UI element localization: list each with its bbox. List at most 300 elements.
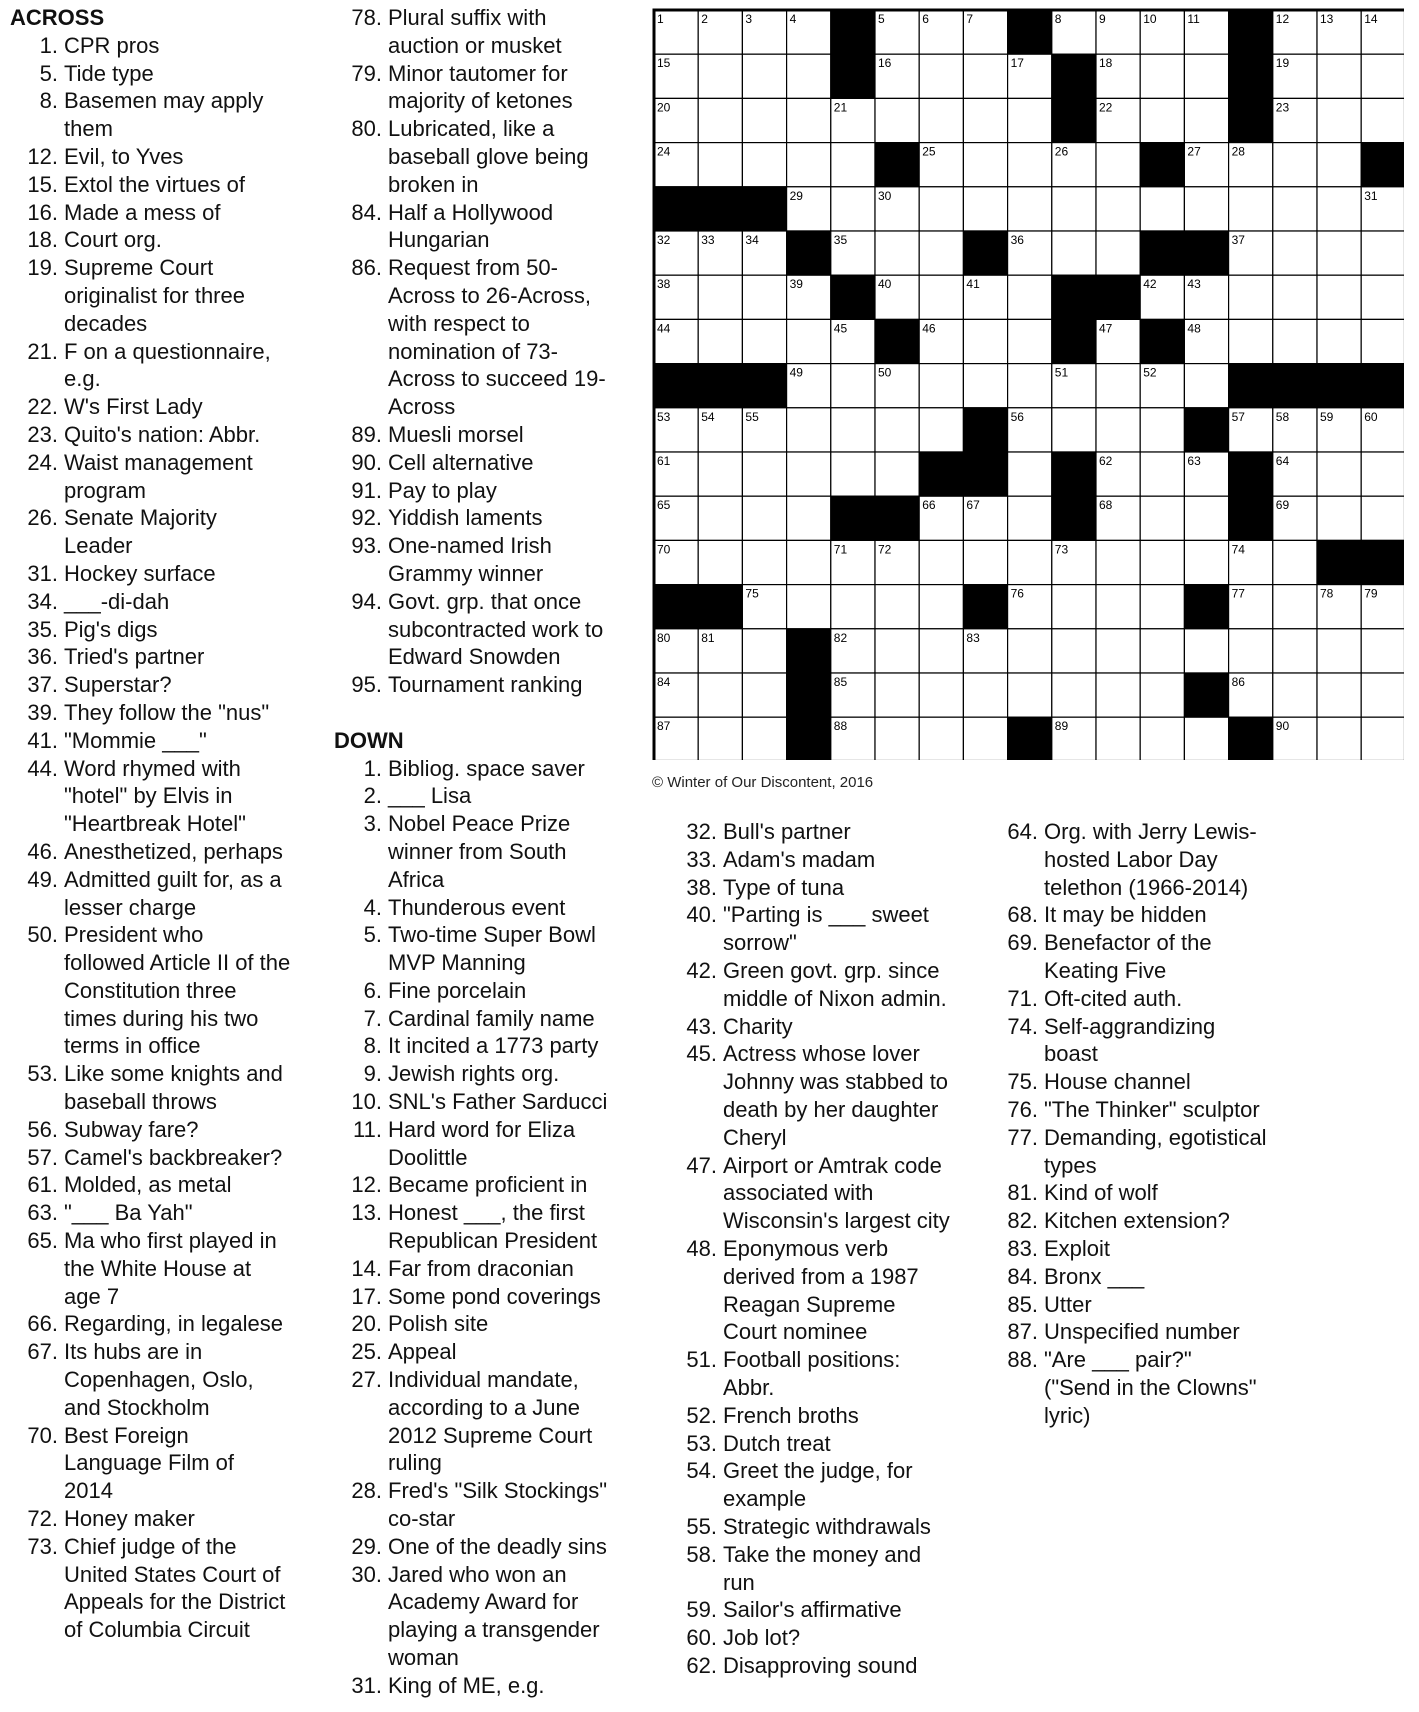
clue-number	[6, 1032, 64, 1060]
clue-text: Two-time Super Bowl	[388, 922, 596, 948]
clue-text: Molded, as metal	[64, 1172, 232, 1198]
grid-block-cell	[1008, 10, 1052, 54]
clue-text: subcontracted work to	[388, 616, 604, 642]
clue-number: 31.	[27, 560, 58, 586]
clue-text: F on a questionnaire,	[64, 338, 271, 364]
grid-cell	[963, 717, 1007, 760]
clue-line	[330, 810, 630, 838]
clue-line	[665, 1374, 985, 1402]
grid-cell	[1096, 629, 1140, 673]
clue-number: 89.	[351, 421, 382, 447]
clue-number: 94.	[351, 588, 382, 614]
clue-number: 85.	[1007, 1291, 1038, 1317]
clue-line	[986, 901, 1286, 929]
clue-number: 19.	[27, 255, 58, 281]
clue-line	[986, 1096, 1286, 1124]
clue-line	[330, 282, 630, 310]
clue-line	[665, 957, 985, 985]
clue-text: Bull's partner	[723, 819, 851, 844]
clue-line	[330, 1171, 630, 1199]
grid-cell	[742, 452, 786, 496]
clue-number: 78.	[351, 5, 382, 30]
clue-line	[6, 1227, 306, 1255]
clue-number: 24.	[27, 449, 58, 475]
clue-number: 40.	[686, 902, 717, 928]
clue-text: One of the deadly sins	[388, 1533, 607, 1559]
grid-cell	[875, 717, 919, 760]
clue-text: President who	[64, 922, 204, 948]
grid-cell	[1096, 540, 1140, 584]
clue-line	[330, 338, 630, 366]
clue-number: 84.	[351, 199, 382, 225]
clue-line	[6, 894, 306, 922]
grid-cell-number: 60	[1364, 409, 1378, 424]
grid-cell-number: 23	[1275, 100, 1290, 115]
clue-line	[986, 929, 1286, 957]
clue-text: age 7	[64, 1283, 120, 1309]
clue-number	[6, 1449, 64, 1477]
clue-line	[330, 782, 630, 810]
clue-line	[330, 1644, 630, 1672]
grid-cell-number: 62	[1099, 454, 1113, 468]
grid-cell	[1096, 673, 1140, 717]
clue-number: 37.	[27, 672, 58, 698]
grid-cell	[963, 143, 1007, 187]
clue-line	[330, 1477, 630, 1505]
clue-line	[6, 365, 306, 393]
grid-cell	[1008, 496, 1052, 540]
clue-number	[6, 1616, 64, 1644]
grid-cell-number: 86	[1231, 675, 1245, 689]
clue-text: Greet the judge, for	[723, 1458, 913, 1484]
clue-text: Org. with Jerry Lewis-	[1044, 819, 1257, 844]
across-heading: ACROSS	[10, 5, 105, 30]
clue-text: SNL's Father Sarducci	[388, 1089, 608, 1115]
grid-cell-number: 77	[1231, 586, 1245, 601]
clue-text: Airport or Amtrak code	[723, 1152, 942, 1178]
clue-number: 2.	[363, 783, 382, 809]
grid-cell	[1140, 496, 1184, 540]
clue-line	[6, 1533, 306, 1561]
clue-line	[6, 1366, 306, 1394]
grid-cell	[1273, 275, 1317, 319]
clue-text: King of ME, e.g.	[388, 1672, 545, 1698]
grid-cell	[1096, 143, 1140, 187]
clue-line	[330, 199, 630, 227]
clue-line	[6, 727, 306, 755]
clue-text: Regarding, in legalese	[64, 1311, 283, 1337]
clue-number: 56.	[27, 1116, 58, 1142]
clue-number: 41.	[27, 727, 58, 753]
clue-number	[330, 87, 388, 115]
clue-line	[330, 477, 630, 505]
clue-line	[665, 1624, 985, 1652]
clue-text: Supreme Court	[64, 255, 214, 281]
clue-text: the White House at	[64, 1255, 252, 1281]
grid-block-cell	[787, 673, 831, 717]
grid-cell-number: 26	[1054, 144, 1069, 159]
grid-cell-number: 10	[1143, 12, 1157, 26]
clue-number: 4.	[363, 894, 382, 920]
clue-number: 34.	[27, 588, 58, 614]
grid-cell	[787, 54, 831, 98]
clue-line	[665, 1013, 985, 1041]
clue-line	[6, 1116, 306, 1144]
clue-line	[330, 1144, 630, 1172]
clue-number: 23.	[27, 421, 58, 447]
grid-block-cell	[787, 629, 831, 673]
clue-text: Superstar?	[64, 672, 172, 698]
clue-text: Actress whose lover	[723, 1041, 920, 1067]
grid-cell	[1317, 319, 1361, 363]
clue-number: 21.	[27, 338, 58, 364]
grid-cell	[875, 408, 919, 452]
down-clue-list-continued-2	[986, 818, 1286, 1430]
grid-cell	[1317, 231, 1361, 275]
grid-cell	[787, 585, 831, 629]
grid-cell	[1317, 717, 1361, 760]
grid-cell	[742, 540, 786, 584]
clue-line	[665, 1596, 985, 1624]
clue-number: 75.	[1007, 1069, 1038, 1095]
grid-cell	[1096, 364, 1140, 408]
clue-line	[6, 1199, 306, 1227]
grid-cell	[1273, 673, 1317, 717]
grid-cell	[1184, 98, 1228, 142]
grid-cell	[1096, 717, 1140, 760]
clue-number	[665, 929, 723, 957]
clue-text: and Stockholm	[64, 1394, 210, 1420]
grid-cell-number: 82	[833, 630, 848, 645]
clue-text: Basemen may apply	[64, 88, 264, 114]
clue-number	[6, 310, 64, 338]
down-clue-list-continued	[665, 818, 985, 1680]
grid-cell-number: 12	[1275, 12, 1290, 26]
grid-cell-number: 58	[1275, 409, 1290, 424]
clue-text: lyric)	[1044, 1402, 1091, 1428]
clue-line	[986, 1291, 1286, 1319]
clue-text: Plural suffix with	[388, 5, 547, 30]
clue-line	[6, 226, 306, 254]
grid-cell	[1229, 629, 1273, 673]
clue-number	[6, 1005, 64, 1033]
clue-text: nomination of 73-	[388, 338, 558, 364]
grid-cell-number: 31	[1364, 188, 1378, 203]
grid-cell-number: 76	[1010, 586, 1024, 601]
clue-text: Fred's "Silk Stockings"	[388, 1478, 608, 1504]
clue-text: Its hubs are in	[64, 1339, 203, 1365]
clue-number: 10.	[351, 1089, 382, 1115]
grid-cell	[698, 452, 742, 496]
grid-cell	[831, 585, 875, 629]
grid-cell-number: 51	[1054, 365, 1069, 380]
clue-text: winner from South	[388, 838, 567, 864]
clue-number	[6, 1283, 64, 1311]
clue-number: 95.	[351, 672, 382, 698]
grid-cell	[1140, 54, 1184, 98]
clue-number	[330, 1449, 388, 1477]
grid-cell	[742, 319, 786, 363]
clue-text: Appeal	[388, 1339, 457, 1365]
grid-cell-number: 40	[878, 277, 892, 292]
clue-text: Made a mess of	[64, 199, 221, 225]
down-column-4	[986, 818, 1286, 1430]
clue-line	[330, 1283, 630, 1311]
clue-number: 38.	[686, 874, 717, 900]
clue-number: 15.	[27, 171, 58, 197]
grid-cell	[1361, 319, 1404, 363]
clue-line	[6, 1477, 306, 1505]
clue-text: "___ Ba Yah"	[64, 1200, 193, 1226]
clue-number: 51.	[686, 1347, 717, 1373]
clue-text: "Are ___ pair?"	[1044, 1347, 1192, 1373]
clue-text: Yiddish laments	[388, 505, 543, 531]
grid-block-cell	[1052, 54, 1096, 98]
clue-text: Waist management	[64, 449, 253, 475]
clue-number	[665, 1374, 723, 1402]
clue-number: 31.	[351, 1672, 382, 1698]
clue-number: 43.	[686, 1013, 717, 1039]
clue-text: House channel	[1044, 1069, 1191, 1095]
clue-text: Chief judge of the	[64, 1533, 237, 1559]
clue-number: 65.	[27, 1228, 58, 1254]
clue-number: 71.	[1007, 985, 1038, 1011]
clue-text: Take the money and	[723, 1541, 922, 1567]
clue-text: Extol the virtues of	[64, 171, 245, 197]
grid-block-cell	[742, 187, 786, 231]
down-column-3	[665, 818, 985, 1680]
clue-number: 8.	[363, 1033, 382, 1059]
grid-cell-number: 8	[1054, 12, 1062, 26]
clue-number: 47.	[686, 1152, 717, 1178]
clue-line	[665, 1430, 985, 1458]
grid-block-cell	[787, 717, 831, 760]
grid-block-cell	[1140, 143, 1184, 187]
grid-cell	[875, 673, 919, 717]
grid-cell	[919, 673, 963, 717]
clue-text: Oft-cited auth.	[1044, 985, 1183, 1011]
grid-block-cell	[1317, 364, 1361, 408]
crossword-grid-svg	[652, 8, 1404, 760]
clue-number: 45.	[686, 1041, 717, 1067]
clue-number: 86.	[351, 255, 382, 281]
clue-text: Hard word for Eliza	[388, 1116, 576, 1142]
grid-block-cell	[1052, 98, 1096, 142]
clue-number: 1.	[39, 32, 58, 58]
grid-cell	[742, 673, 786, 717]
clue-text: Subway fare?	[64, 1116, 199, 1142]
clue-text: Tried's partner	[64, 644, 205, 670]
clue-line	[665, 1485, 985, 1513]
grid-cell-number: 63	[1187, 454, 1201, 468]
grid-block-cell	[875, 143, 919, 187]
clue-text: Half a Hollywood	[388, 199, 554, 225]
grid-cell	[742, 717, 786, 760]
clue-line	[6, 755, 306, 783]
clue-number: 22.	[27, 394, 58, 420]
grid-cell	[1052, 673, 1096, 717]
grid-cell	[742, 629, 786, 673]
clue-text: Pay to play	[388, 477, 497, 503]
clue-number: 27.	[351, 1367, 382, 1393]
clue-line	[6, 1505, 306, 1533]
clue-number: 69.	[1007, 930, 1038, 956]
grid-cell-number: 79	[1364, 586, 1378, 601]
clue-line	[330, 1227, 630, 1255]
clue-line	[6, 171, 306, 199]
clue-text: hosted Labor Day	[1044, 846, 1218, 872]
clue-line	[330, 1422, 630, 1450]
clue-text: ruling	[388, 1450, 442, 1476]
clue-number: 66.	[27, 1311, 58, 1337]
clue-text: Self-aggrandizing	[1044, 1013, 1216, 1039]
clue-number: 59.	[686, 1597, 717, 1623]
clue-line	[330, 32, 630, 60]
clue-line	[330, 755, 630, 783]
grid-cell	[1008, 143, 1052, 187]
clue-text: followed Article II of the	[64, 950, 291, 976]
clue-number: 53.	[27, 1061, 58, 1087]
across-clue-list	[6, 32, 306, 1644]
grid-cell	[1008, 319, 1052, 363]
grid-cell	[742, 98, 786, 142]
grid-cell	[1008, 275, 1052, 319]
clue-line	[665, 1346, 985, 1374]
clue-number	[330, 643, 388, 671]
clue-text: Kitchen extension?	[1044, 1208, 1230, 1234]
clue-line	[986, 1040, 1286, 1068]
clue-text: program	[64, 477, 146, 503]
grid-cell-number: 59	[1320, 409, 1334, 424]
clue-number: 14.	[351, 1255, 382, 1281]
grid-cell	[1229, 275, 1273, 319]
grid-cell-number: 75	[745, 586, 759, 601]
clue-number	[330, 838, 388, 866]
clue-line	[665, 846, 985, 874]
clue-number: 18.	[27, 227, 58, 253]
clue-line	[330, 560, 630, 588]
clue-line	[665, 901, 985, 929]
across-column	[6, 4, 306, 1644]
grid-cell	[1008, 629, 1052, 673]
clue-text: Like some knights and	[64, 1061, 283, 1087]
clue-text: Kind of wolf	[1044, 1180, 1158, 1206]
clue-line	[330, 1060, 630, 1088]
grid-cell-number: 84	[657, 675, 671, 689]
clue-number: 88.	[1007, 1347, 1038, 1373]
grid-cell	[698, 319, 742, 363]
clue-line	[665, 1124, 985, 1152]
clue-line	[6, 1338, 306, 1366]
grid-cell-number: 46	[922, 321, 936, 336]
clue-text: Polish site	[388, 1311, 489, 1337]
clue-text: Quito's nation: Abbr.	[64, 421, 261, 447]
clue-text: telethon (1966-2014)	[1044, 874, 1249, 900]
clue-line	[6, 477, 306, 505]
clue-text: Football positions:	[723, 1347, 901, 1373]
clue-number	[330, 616, 388, 644]
grid-cell	[698, 275, 742, 319]
grid-block-cell	[1184, 585, 1228, 629]
grid-cell	[1008, 98, 1052, 142]
grid-cell-number: 89	[1054, 719, 1069, 734]
grid-cell	[919, 98, 963, 142]
clue-line	[6, 921, 306, 949]
clue-line	[330, 254, 630, 282]
grid-cell-number: 1	[657, 12, 664, 26]
clue-number	[330, 1144, 388, 1172]
grid-block-cell	[1008, 717, 1052, 760]
clue-text: co-star	[388, 1506, 456, 1532]
grid-cell	[1008, 452, 1052, 496]
clue-text: according to a June	[388, 1394, 581, 1420]
clue-number	[6, 282, 64, 310]
grid-cell	[1361, 629, 1404, 673]
clue-line	[665, 1207, 985, 1235]
clue-text: Camel's backbreaker?	[64, 1144, 283, 1170]
clue-text: derived from a 1987	[723, 1263, 919, 1289]
clue-number: 61.	[27, 1172, 58, 1198]
clue-line	[330, 226, 630, 254]
grid-cell	[1317, 54, 1361, 98]
clue-text: Leader	[64, 533, 133, 559]
grid-cell	[787, 540, 831, 584]
grid-block-cell	[1317, 540, 1361, 584]
grid-cell-number: 80	[657, 630, 671, 645]
grid-cell	[1317, 452, 1361, 496]
clue-text: Charity	[723, 1013, 793, 1039]
grid-cell-number: 3	[745, 12, 753, 26]
clue-line	[986, 1235, 1286, 1263]
grid-cell-number: 73	[1054, 542, 1069, 557]
clue-number: 81.	[1007, 1180, 1038, 1206]
clue-line	[6, 532, 306, 560]
clue-line	[6, 671, 306, 699]
clue-text: Anesthetized, perhaps	[64, 838, 283, 864]
clue-number: 67.	[27, 1339, 58, 1365]
grid-block-cell	[1361, 143, 1404, 187]
clue-number: 48.	[686, 1235, 717, 1261]
clue-text: Sailor's affirmative	[723, 1597, 902, 1623]
clue-text: Jared who won an	[388, 1561, 567, 1587]
grid-block-cell	[1096, 275, 1140, 319]
grid-block-cell	[1052, 452, 1096, 496]
clue-text: Africa	[388, 866, 445, 892]
grid-block-cell	[1229, 364, 1273, 408]
clue-text: "The Thinker" sculptor	[1044, 1096, 1260, 1122]
clue-text: Evil, to Yves	[64, 143, 184, 169]
clue-line	[330, 671, 630, 699]
grid-cell-number: 42	[1143, 277, 1157, 292]
clue-text: Individual mandate,	[388, 1367, 579, 1393]
clue-number	[6, 810, 64, 838]
clue-number: 76.	[1007, 1096, 1038, 1122]
clue-number: 83.	[1007, 1235, 1038, 1261]
clue-number	[665, 1068, 723, 1096]
middle-column	[330, 4, 630, 1700]
clue-line	[6, 310, 306, 338]
clue-number	[330, 143, 388, 171]
grid-cell	[1184, 54, 1228, 98]
clue-line	[6, 1005, 306, 1033]
grid-cell	[1361, 673, 1404, 717]
clue-line	[665, 1235, 985, 1263]
clue-text: CPR pros	[64, 32, 160, 58]
clue-text: Cheryl	[723, 1124, 787, 1150]
clue-text: Exploit	[1044, 1235, 1111, 1261]
clue-text: broken in	[388, 171, 479, 197]
grid-cell-number: 43	[1187, 277, 1201, 292]
